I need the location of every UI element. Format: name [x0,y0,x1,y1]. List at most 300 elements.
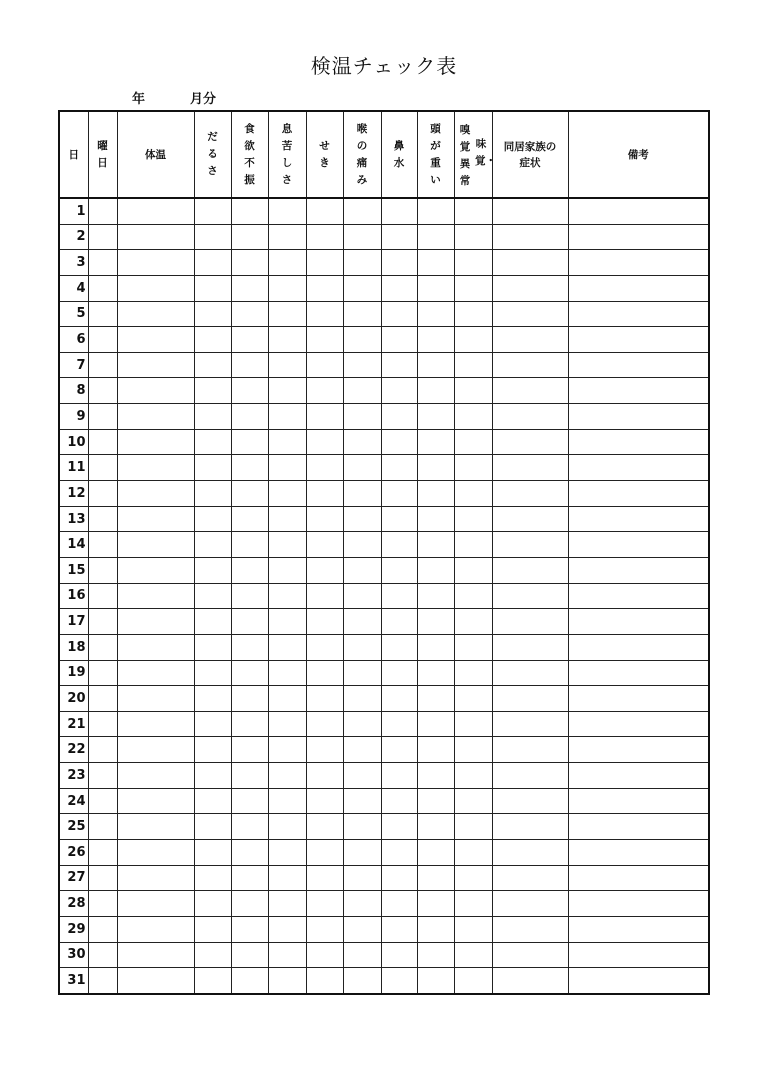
weekday-cell[interactable] [88,378,117,404]
breathless-cell[interactable] [268,455,306,481]
heavy-head-cell[interactable] [417,275,454,301]
cough-cell[interactable] [306,840,343,866]
runny-nose-cell[interactable] [381,634,417,660]
sore-throat-cell[interactable] [343,198,381,224]
weekday-cell[interactable] [88,788,117,814]
weekday-cell[interactable] [88,352,117,378]
cough-cell[interactable] [306,942,343,968]
breathless-cell[interactable] [268,275,306,301]
fatigue-cell[interactable] [194,763,231,789]
heavy-head-cell[interactable] [417,352,454,378]
family-symptoms-cell[interactable] [492,275,568,301]
family-symptoms-cell[interactable] [492,506,568,532]
cough-cell[interactable] [306,224,343,250]
runny-nose-cell[interactable] [381,301,417,327]
heavy-head-cell[interactable] [417,865,454,891]
temperature-cell[interactable] [117,840,194,866]
cough-cell[interactable] [306,763,343,789]
breathless-cell[interactable] [268,634,306,660]
breathless-cell[interactable] [268,506,306,532]
temperature-cell[interactable] [117,275,194,301]
breathless-cell[interactable] [268,352,306,378]
appetite-loss-cell[interactable] [231,301,268,327]
runny-nose-cell[interactable] [381,455,417,481]
runny-nose-cell[interactable] [381,275,417,301]
temperature-cell[interactable] [117,737,194,763]
notes-cell[interactable] [568,711,709,737]
runny-nose-cell[interactable] [381,788,417,814]
sore-throat-cell[interactable] [343,660,381,686]
notes-cell[interactable] [568,275,709,301]
appetite-loss-cell[interactable] [231,916,268,942]
temperature-cell[interactable] [117,916,194,942]
temperature-cell[interactable] [117,891,194,917]
appetite-loss-cell[interactable] [231,224,268,250]
cough-cell[interactable] [306,455,343,481]
family-symptoms-cell[interactable] [492,609,568,635]
fatigue-cell[interactable] [194,583,231,609]
breathless-cell[interactable] [268,660,306,686]
sore-throat-cell[interactable] [343,250,381,276]
notes-cell[interactable] [568,583,709,609]
smell-taste-cell[interactable] [454,942,492,968]
sore-throat-cell[interactable] [343,583,381,609]
fatigue-cell[interactable] [194,429,231,455]
fatigue-cell[interactable] [194,532,231,558]
notes-cell[interactable] [568,327,709,353]
smell-taste-cell[interactable] [454,301,492,327]
smell-taste-cell[interactable] [454,352,492,378]
breathless-cell[interactable] [268,916,306,942]
fatigue-cell[interactable] [194,788,231,814]
weekday-cell[interactable] [88,916,117,942]
family-symptoms-cell[interactable] [492,968,568,994]
fatigue-cell[interactable] [194,198,231,224]
heavy-head-cell[interactable] [417,737,454,763]
breathless-cell[interactable] [268,968,306,994]
notes-cell[interactable] [568,788,709,814]
appetite-loss-cell[interactable] [231,609,268,635]
smell-taste-cell[interactable] [454,250,492,276]
smell-taste-cell[interactable] [454,763,492,789]
temperature-cell[interactable] [117,609,194,635]
sore-throat-cell[interactable] [343,455,381,481]
heavy-head-cell[interactable] [417,378,454,404]
temperature-cell[interactable] [117,583,194,609]
breathless-cell[interactable] [268,763,306,789]
weekday-cell[interactable] [88,891,117,917]
sore-throat-cell[interactable] [343,634,381,660]
cough-cell[interactable] [306,891,343,917]
weekday-cell[interactable] [88,840,117,866]
runny-nose-cell[interactable] [381,916,417,942]
fatigue-cell[interactable] [194,891,231,917]
temperature-cell[interactable] [117,404,194,430]
notes-cell[interactable] [568,455,709,481]
sore-throat-cell[interactable] [343,224,381,250]
sore-throat-cell[interactable] [343,916,381,942]
family-symptoms-cell[interactable] [492,301,568,327]
temperature-cell[interactable] [117,814,194,840]
breathless-cell[interactable] [268,737,306,763]
notes-cell[interactable] [568,532,709,558]
runny-nose-cell[interactable] [381,968,417,994]
temperature-cell[interactable] [117,865,194,891]
temperature-cell[interactable] [117,660,194,686]
temperature-cell[interactable] [117,352,194,378]
fatigue-cell[interactable] [194,378,231,404]
sore-throat-cell[interactable] [343,788,381,814]
smell-taste-cell[interactable] [454,455,492,481]
notes-cell[interactable] [568,481,709,507]
cough-cell[interactable] [306,198,343,224]
family-symptoms-cell[interactable] [492,916,568,942]
temperature-cell[interactable] [117,763,194,789]
cough-cell[interactable] [306,250,343,276]
notes-cell[interactable] [568,865,709,891]
smell-taste-cell[interactable] [454,583,492,609]
smell-taste-cell[interactable] [454,865,492,891]
family-symptoms-cell[interactable] [492,891,568,917]
family-symptoms-cell[interactable] [492,455,568,481]
breathless-cell[interactable] [268,840,306,866]
runny-nose-cell[interactable] [381,327,417,353]
weekday-cell[interactable] [88,481,117,507]
heavy-head-cell[interactable] [417,634,454,660]
family-symptoms-cell[interactable] [492,352,568,378]
weekday-cell[interactable] [88,404,117,430]
sore-throat-cell[interactable] [343,481,381,507]
notes-cell[interactable] [568,840,709,866]
weekday-cell[interactable] [88,301,117,327]
sore-throat-cell[interactable] [343,891,381,917]
smell-taste-cell[interactable] [454,429,492,455]
appetite-loss-cell[interactable] [231,660,268,686]
smell-taste-cell[interactable] [454,327,492,353]
appetite-loss-cell[interactable] [231,404,268,430]
breathless-cell[interactable] [268,583,306,609]
heavy-head-cell[interactable] [417,686,454,712]
cough-cell[interactable] [306,429,343,455]
runny-nose-cell[interactable] [381,506,417,532]
temperature-cell[interactable] [117,711,194,737]
smell-taste-cell[interactable] [454,788,492,814]
breathless-cell[interactable] [268,378,306,404]
cough-cell[interactable] [306,814,343,840]
cough-cell[interactable] [306,557,343,583]
appetite-loss-cell[interactable] [231,865,268,891]
notes-cell[interactable] [568,352,709,378]
family-symptoms-cell[interactable] [492,686,568,712]
runny-nose-cell[interactable] [381,198,417,224]
sore-throat-cell[interactable] [343,378,381,404]
family-symptoms-cell[interactable] [492,634,568,660]
sore-throat-cell[interactable] [343,275,381,301]
weekday-cell[interactable] [88,660,117,686]
breathless-cell[interactable] [268,224,306,250]
heavy-head-cell[interactable] [417,481,454,507]
smell-taste-cell[interactable] [454,634,492,660]
weekday-cell[interactable] [88,634,117,660]
smell-taste-cell[interactable] [454,481,492,507]
breathless-cell[interactable] [268,891,306,917]
weekday-cell[interactable] [88,814,117,840]
temperature-cell[interactable] [117,686,194,712]
fatigue-cell[interactable] [194,557,231,583]
heavy-head-cell[interactable] [417,301,454,327]
cough-cell[interactable] [306,583,343,609]
smell-taste-cell[interactable] [454,840,492,866]
family-symptoms-cell[interactable] [492,557,568,583]
fatigue-cell[interactable] [194,250,231,276]
sore-throat-cell[interactable] [343,711,381,737]
weekday-cell[interactable] [88,224,117,250]
heavy-head-cell[interactable] [417,250,454,276]
fatigue-cell[interactable] [194,275,231,301]
heavy-head-cell[interactable] [417,198,454,224]
weekday-cell[interactable] [88,198,117,224]
breathless-cell[interactable] [268,301,306,327]
notes-cell[interactable] [568,224,709,250]
temperature-cell[interactable] [117,224,194,250]
heavy-head-cell[interactable] [417,506,454,532]
smell-taste-cell[interactable] [454,686,492,712]
breathless-cell[interactable] [268,481,306,507]
cough-cell[interactable] [306,378,343,404]
heavy-head-cell[interactable] [417,891,454,917]
runny-nose-cell[interactable] [381,352,417,378]
temperature-cell[interactable] [117,327,194,353]
runny-nose-cell[interactable] [381,737,417,763]
notes-cell[interactable] [568,250,709,276]
cough-cell[interactable] [306,686,343,712]
heavy-head-cell[interactable] [417,788,454,814]
smell-taste-cell[interactable] [454,378,492,404]
temperature-cell[interactable] [117,429,194,455]
appetite-loss-cell[interactable] [231,327,268,353]
appetite-loss-cell[interactable] [231,788,268,814]
cough-cell[interactable] [306,660,343,686]
sore-throat-cell[interactable] [343,352,381,378]
smell-taste-cell[interactable] [454,916,492,942]
notes-cell[interactable] [568,942,709,968]
smell-taste-cell[interactable] [454,660,492,686]
weekday-cell[interactable] [88,429,117,455]
family-symptoms-cell[interactable] [492,429,568,455]
weekday-cell[interactable] [88,583,117,609]
heavy-head-cell[interactable] [417,942,454,968]
heavy-head-cell[interactable] [417,224,454,250]
cough-cell[interactable] [306,327,343,353]
family-symptoms-cell[interactable] [492,711,568,737]
appetite-loss-cell[interactable] [231,968,268,994]
sore-throat-cell[interactable] [343,429,381,455]
temperature-cell[interactable] [117,250,194,276]
breathless-cell[interactable] [268,429,306,455]
appetite-loss-cell[interactable] [231,634,268,660]
family-symptoms-cell[interactable] [492,737,568,763]
notes-cell[interactable] [568,429,709,455]
appetite-loss-cell[interactable] [231,250,268,276]
temperature-cell[interactable] [117,968,194,994]
smell-taste-cell[interactable] [454,532,492,558]
notes-cell[interactable] [568,968,709,994]
breathless-cell[interactable] [268,814,306,840]
runny-nose-cell[interactable] [381,404,417,430]
appetite-loss-cell[interactable] [231,840,268,866]
family-symptoms-cell[interactable] [492,250,568,276]
smell-taste-cell[interactable] [454,737,492,763]
weekday-cell[interactable] [88,327,117,353]
runny-nose-cell[interactable] [381,763,417,789]
sore-throat-cell[interactable] [343,532,381,558]
breathless-cell[interactable] [268,250,306,276]
runny-nose-cell[interactable] [381,891,417,917]
notes-cell[interactable] [568,198,709,224]
breathless-cell[interactable] [268,686,306,712]
breathless-cell[interactable] [268,711,306,737]
weekday-cell[interactable] [88,711,117,737]
notes-cell[interactable] [568,404,709,430]
fatigue-cell[interactable] [194,224,231,250]
smell-taste-cell[interactable] [454,198,492,224]
notes-cell[interactable] [568,506,709,532]
temperature-cell[interactable] [117,532,194,558]
notes-cell[interactable] [568,378,709,404]
cough-cell[interactable] [306,506,343,532]
heavy-head-cell[interactable] [417,583,454,609]
heavy-head-cell[interactable] [417,429,454,455]
fatigue-cell[interactable] [194,327,231,353]
heavy-head-cell[interactable] [417,814,454,840]
runny-nose-cell[interactable] [381,583,417,609]
weekday-cell[interactable] [88,865,117,891]
temperature-cell[interactable] [117,942,194,968]
cough-cell[interactable] [306,275,343,301]
smell-taste-cell[interactable] [454,711,492,737]
sore-throat-cell[interactable] [343,814,381,840]
notes-cell[interactable] [568,686,709,712]
appetite-loss-cell[interactable] [231,763,268,789]
sore-throat-cell[interactable] [343,737,381,763]
smell-taste-cell[interactable] [454,814,492,840]
temperature-cell[interactable] [117,788,194,814]
appetite-loss-cell[interactable] [231,711,268,737]
fatigue-cell[interactable] [194,686,231,712]
notes-cell[interactable] [568,634,709,660]
runny-nose-cell[interactable] [381,814,417,840]
runny-nose-cell[interactable] [381,711,417,737]
fatigue-cell[interactable] [194,660,231,686]
weekday-cell[interactable] [88,942,117,968]
weekday-cell[interactable] [88,737,117,763]
cough-cell[interactable] [306,481,343,507]
notes-cell[interactable] [568,891,709,917]
appetite-loss-cell[interactable] [231,557,268,583]
cough-cell[interactable] [306,711,343,737]
fatigue-cell[interactable] [194,942,231,968]
cough-cell[interactable] [306,737,343,763]
heavy-head-cell[interactable] [417,404,454,430]
appetite-loss-cell[interactable] [231,506,268,532]
family-symptoms-cell[interactable] [492,583,568,609]
sore-throat-cell[interactable] [343,327,381,353]
notes-cell[interactable] [568,609,709,635]
family-symptoms-cell[interactable] [492,378,568,404]
appetite-loss-cell[interactable] [231,942,268,968]
temperature-cell[interactable] [117,198,194,224]
runny-nose-cell[interactable] [381,840,417,866]
weekday-cell[interactable] [88,506,117,532]
temperature-cell[interactable] [117,481,194,507]
family-symptoms-cell[interactable] [492,532,568,558]
runny-nose-cell[interactable] [381,532,417,558]
sore-throat-cell[interactable] [343,506,381,532]
fatigue-cell[interactable] [194,506,231,532]
runny-nose-cell[interactable] [381,686,417,712]
smell-taste-cell[interactable] [454,275,492,301]
heavy-head-cell[interactable] [417,455,454,481]
breathless-cell[interactable] [268,609,306,635]
weekday-cell[interactable] [88,686,117,712]
notes-cell[interactable] [568,660,709,686]
breathless-cell[interactable] [268,404,306,430]
heavy-head-cell[interactable] [417,711,454,737]
fatigue-cell[interactable] [194,634,231,660]
family-symptoms-cell[interactable] [492,224,568,250]
weekday-cell[interactable] [88,250,117,276]
cough-cell[interactable] [306,916,343,942]
notes-cell[interactable] [568,737,709,763]
family-symptoms-cell[interactable] [492,865,568,891]
weekday-cell[interactable] [88,532,117,558]
sore-throat-cell[interactable] [343,865,381,891]
cough-cell[interactable] [306,865,343,891]
appetite-loss-cell[interactable] [231,891,268,917]
notes-cell[interactable] [568,814,709,840]
runny-nose-cell[interactable] [381,942,417,968]
family-symptoms-cell[interactable] [492,327,568,353]
sore-throat-cell[interactable] [343,609,381,635]
weekday-cell[interactable] [88,557,117,583]
fatigue-cell[interactable] [194,352,231,378]
heavy-head-cell[interactable] [417,968,454,994]
weekday-cell[interactable] [88,763,117,789]
fatigue-cell[interactable] [194,609,231,635]
runny-nose-cell[interactable] [381,609,417,635]
weekday-cell[interactable] [88,455,117,481]
fatigue-cell[interactable] [194,455,231,481]
breathless-cell[interactable] [268,532,306,558]
appetite-loss-cell[interactable] [231,378,268,404]
fatigue-cell[interactable] [194,840,231,866]
fatigue-cell[interactable] [194,404,231,430]
fatigue-cell[interactable] [194,968,231,994]
appetite-loss-cell[interactable] [231,583,268,609]
family-symptoms-cell[interactable] [492,788,568,814]
appetite-loss-cell[interactable] [231,352,268,378]
runny-nose-cell[interactable] [381,481,417,507]
notes-cell[interactable] [568,916,709,942]
sore-throat-cell[interactable] [343,942,381,968]
heavy-head-cell[interactable] [417,763,454,789]
family-symptoms-cell[interactable] [492,198,568,224]
fatigue-cell[interactable] [194,737,231,763]
appetite-loss-cell[interactable] [231,275,268,301]
sore-throat-cell[interactable] [343,404,381,430]
temperature-cell[interactable] [117,634,194,660]
family-symptoms-cell[interactable] [492,660,568,686]
